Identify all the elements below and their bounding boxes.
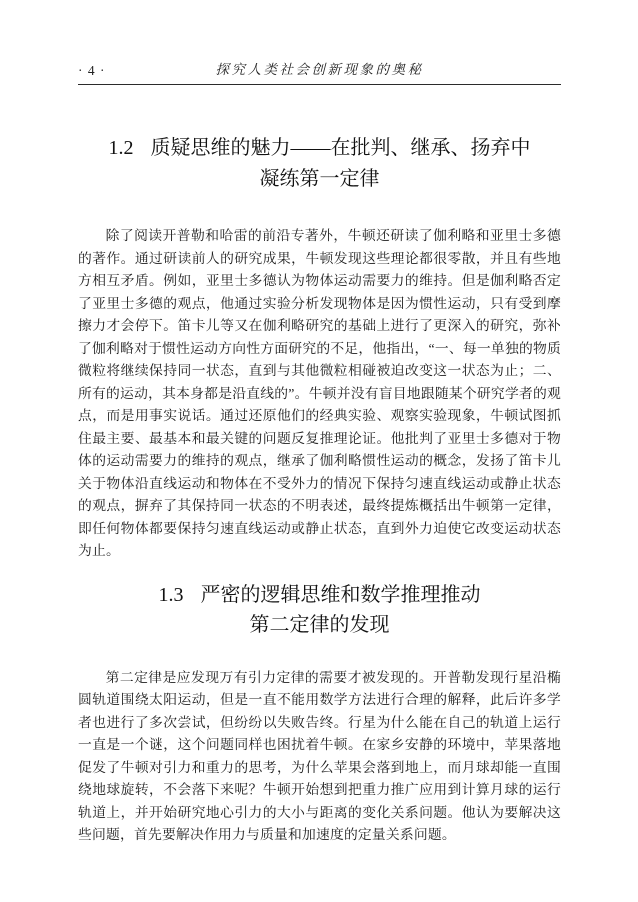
section-heading-1-3-line1 xyxy=(78,580,561,610)
section-title: 严密的逻辑思维和数学推理推动 xyxy=(200,583,481,606)
section-number: 1.2 xyxy=(108,137,134,159)
header-rule xyxy=(78,84,561,85)
running-title: 探究人类社会创新现象的奥秘 xyxy=(215,62,424,77)
section-heading-1-3-line2: 第二定律的发现 xyxy=(249,613,390,636)
paragraph-section-1-2: 除了阅读开普勒和哈雷的前沿专著外，牛顿还研读了伽利略和亚里士多德的著作。通过研读前人的研究成果，牛顿发现这些理论都很零散，并且有些地方相互矛盾。例如，亚里士多德认为物体运动需要力的维持。但是伽利略否定了亚里士多德的观点，他通过实验分析发现物体是因为惯性运动，只有受到摩擦力才会停下。笛卡儿等又在伽利略研究的基础上进行了更深入的研究，弥补了伽利略对于惯性运动方向性方面研究的不足，他指出，“一、每一单独的物质微粒将继续保持同一状态，直到与其他微粒相碰被迫改变这一状态为止；二、所有的运动，其本身都是沿直线的”。牛顿并没有盲目地跟随某个研究学者的观点，而是用事实说话。通过还原他们的经典实验、观察实验现象，牛顿试图抓住最主要、最基本和最关键的问题反复推理论证。他批判了亚里士多德对于物体的运动需要力的维持的观点，继承了伽利略惯性运动的概念，发扬了笛卡儿关于物体沿直线运动和物体在不受外力的情况下保持匀速直线运动或静止状态的观点，摒弃了其保持同一状态的不明表述，最终提炼概括出牛顿第一定律，即任何物体都要保持匀速直线运动或静止状态，直到外力迫使它改变运动状态为止。 xyxy=(78,228,561,558)
section-heading-1-2-line1 xyxy=(78,133,561,164)
section-number: 1.3 xyxy=(158,583,184,606)
page-number: · 4 · xyxy=(78,63,106,78)
section-heading-1-2-line2: 凝练第一定律 xyxy=(259,168,380,190)
running-header xyxy=(78,61,561,78)
section-title: 质疑思维的魅力——在批判、继承、扬弃中 xyxy=(150,137,531,159)
page-content xyxy=(0,61,638,847)
paragraph-section-1-3: 第二定律是应发现万有引力定律的需要才被发现的。开普勒发现行星沿椭圆轨道围绕太阳运动，但是一直不能用数学方法进行合理的解释，此后许多学者也进行了多次尝试，但纷纷以失败告终。行星为什么能在自己的轨道上运行一直是一个谜，这个问题同样也困扰着牛顿。在家乡安静的环境中，苹果落地促发了牛顿对引力和重力的思考，为什么苹果会落到地上，而月球却能一直围绕地球旋转，不会落下来呢？牛顿开始想到把重力推广应用到计算月球的运行轨道上，并开始研究地心引力的大小与距离的变化关系问题。他认为要解决这些问题，首先要解决作用力与质量和加速度的定量关系问题。 xyxy=(78,669,561,842)
section-heading-1-3 xyxy=(78,580,561,640)
section-heading-1-2 xyxy=(78,133,561,195)
